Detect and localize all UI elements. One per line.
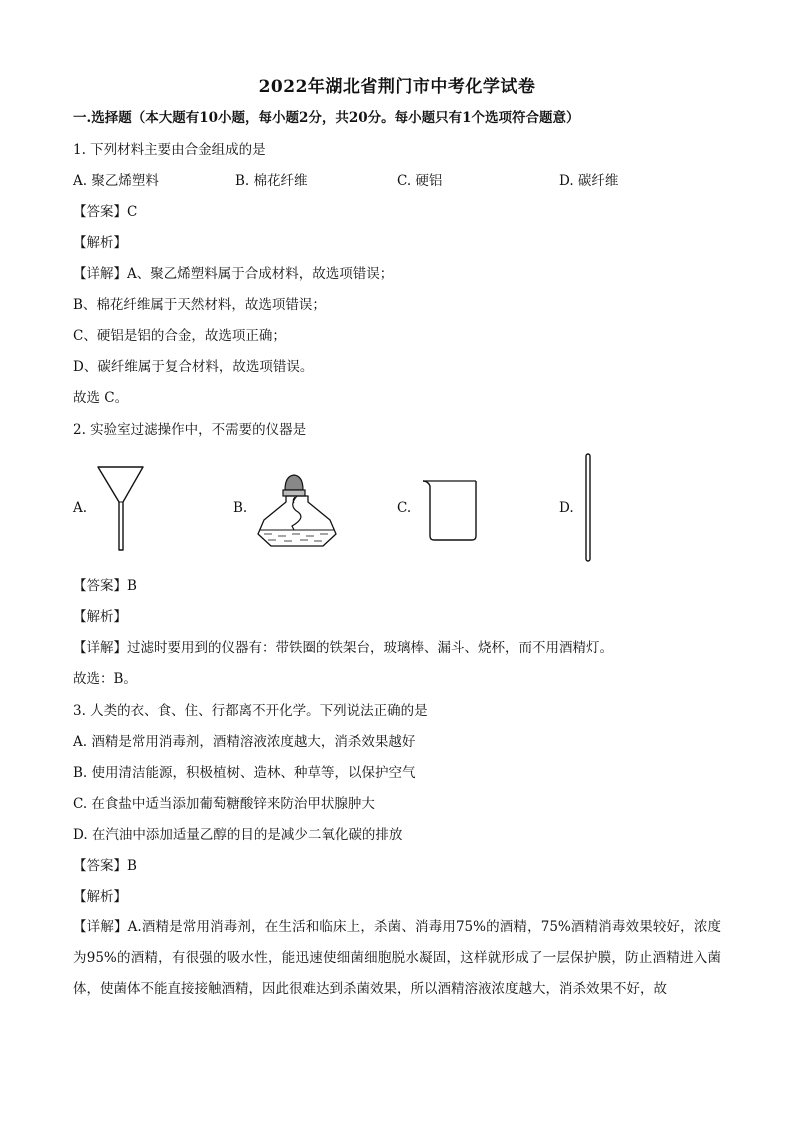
q2-option-c: C.	[397, 500, 412, 516]
q2-conclusion: 故选：B。	[73, 671, 137, 687]
q3-analysis-label: 【解析】	[73, 889, 127, 905]
q1-option-b: B. 棉花纤维	[235, 173, 308, 189]
q3-stem: 3. 人类的衣、食、住、行都离不开化学。下列说法正确的是	[73, 703, 428, 719]
q2-detail-line: 【详解】过滤时要用到的仪器有：带铁圈的铁架台，玻璃棒、漏斗、烧杯，而不用酒精灯。	[73, 640, 613, 656]
q1-conclusion: 故选 C。	[73, 390, 129, 406]
q3-answer: 【答案】B	[73, 858, 137, 874]
q3-option-d: D. 在汽油中添加适量乙醇的目的是减少二氧化碳的排放	[73, 827, 403, 843]
q3-detail-paragraph: 【详解】A.酒精是常用消毒剂，在生活和临床上，杀菌、消毒用75%的酒精，75%酒精消毒效果较好，浓度为95%的酒精，有很强的吸水性，能迅速使细菌细胞脱水凝固，这样就形成了一层保护膜，防止酒精进入菌体，使菌体不能直接接触酒精，因此很难达到杀菌效果，所以酒精溶液浓度越大，消杀效果不好，故	[73, 919, 721, 997]
q1-option-a: A. 聚乙烯塑料	[73, 173, 159, 189]
beaker-icon	[420, 478, 480, 542]
alcohol-lamp-icon	[256, 470, 338, 548]
q1-detail-line: 【详解】A、聚乙烯塑料属于合成材料，故选项错误；	[73, 266, 394, 282]
q2-answer: 【答案】B	[73, 578, 137, 594]
q1-answer: 【答案】C	[73, 204, 138, 220]
section-header: 一.选择题（本大题有10小题，每小题2分，共20分。每小题只有1个选项符合题意）	[73, 110, 580, 126]
q3-option-c: C. 在食盐中适当添加葡萄糖酸锌来防治甲状腺肿大	[73, 796, 375, 812]
page-title: 2022年湖北省荆门市中考化学试卷	[258, 77, 536, 97]
q2-option-d: D.	[559, 500, 574, 516]
q1-option-c: C. 硬铝	[397, 173, 443, 189]
q3-option-a: A. 酒精是常用消毒剂，酒精溶液浓度越大，消杀效果越好	[73, 734, 416, 750]
q2-analysis-label: 【解析】	[73, 609, 127, 625]
q1-detail-line: D、碳纤维属于复合材料，故选项错误。	[73, 359, 314, 375]
q1-detail-line: C、硬铝是铝的合金，故选项正确；	[73, 328, 286, 344]
glass-rod-icon	[583, 453, 593, 563]
funnel-icon	[96, 464, 146, 552]
q2-option-b: B.	[233, 500, 248, 516]
q2-stem: 2. 实验室过滤操作中，不需要的仪器是	[73, 422, 307, 438]
q2-option-a: A.	[73, 500, 88, 516]
q1-stem: 1. 下列材料主要由合金组成的是	[73, 142, 266, 158]
q1-analysis-label: 【解析】	[73, 235, 127, 251]
q1-option-d: D. 碳纤维	[559, 173, 619, 189]
q3-option-b: B. 使用清洁能源，积极植树、造林、种草等，以保护空气	[73, 765, 416, 781]
q1-detail-line: B、棉花纤维属于天然材料，故选项错误；	[73, 297, 326, 313]
